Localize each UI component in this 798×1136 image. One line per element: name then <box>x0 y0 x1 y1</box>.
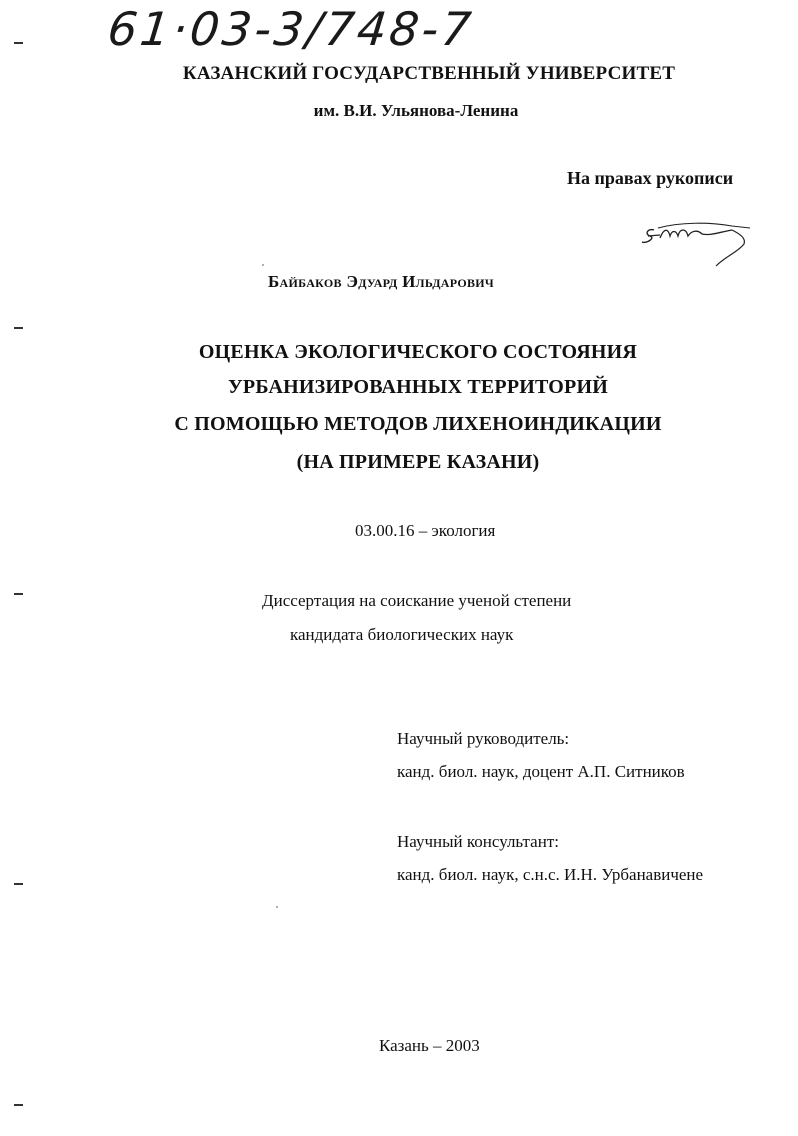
scan-speck <box>262 264 264 266</box>
margin-punch-mark <box>14 883 23 885</box>
degree-line-1: Диссертация на соискание ученой степени <box>262 591 572 610</box>
margin-punch-mark <box>14 593 23 595</box>
consultant-name: канд. биол. наук, с.н.с. И.Н. Урбанавичене <box>397 865 704 884</box>
supervisor-label: Научный руководитель: <box>397 729 570 748</box>
scan-speck <box>276 906 278 908</box>
handwritten-catalog-number: 61·03-3/748-7 <box>105 2 477 56</box>
margin-punch-mark <box>14 42 23 44</box>
specialty-code: 03.00.16 – экология <box>355 521 496 540</box>
university-subtitle: им. В.И. Ульянова-Ленина <box>313 101 519 120</box>
university-name: КАЗАНСКИЙ ГОСУДАРСТВЕННЫЙ УНИВЕРСИТЕТ <box>182 63 676 84</box>
title-line: (НА ПРИМЕРЕ КАЗАНИ) <box>296 451 540 473</box>
place-year: Казань – 2003 <box>379 1036 480 1055</box>
rights-note: На правах рукописи <box>567 168 734 188</box>
margin-punch-mark <box>14 327 23 329</box>
supervisor-name: канд. биол. наук, доцент А.П. Ситников <box>397 762 685 781</box>
author-name: Байбаков Эдуард Ильдарович <box>268 272 495 291</box>
title-line: УРБАНИЗИРОВАННЫХ ТЕРРИТОРИЙ <box>228 376 608 398</box>
consultant-label: Научный консультант: <box>397 832 559 851</box>
degree-line-2: кандидата биологических наук <box>290 625 514 644</box>
margin-punch-mark <box>14 1104 23 1106</box>
title-line: ОЦЕНКА ЭКОЛОГИЧЕСКОГО СОСТОЯНИЯ <box>198 341 638 363</box>
title-line: С ПОМОЩЬЮ МЕТОДОВ ЛИХЕНОИНДИКАЦИИ <box>174 413 662 435</box>
signature-icon <box>640 208 770 274</box>
